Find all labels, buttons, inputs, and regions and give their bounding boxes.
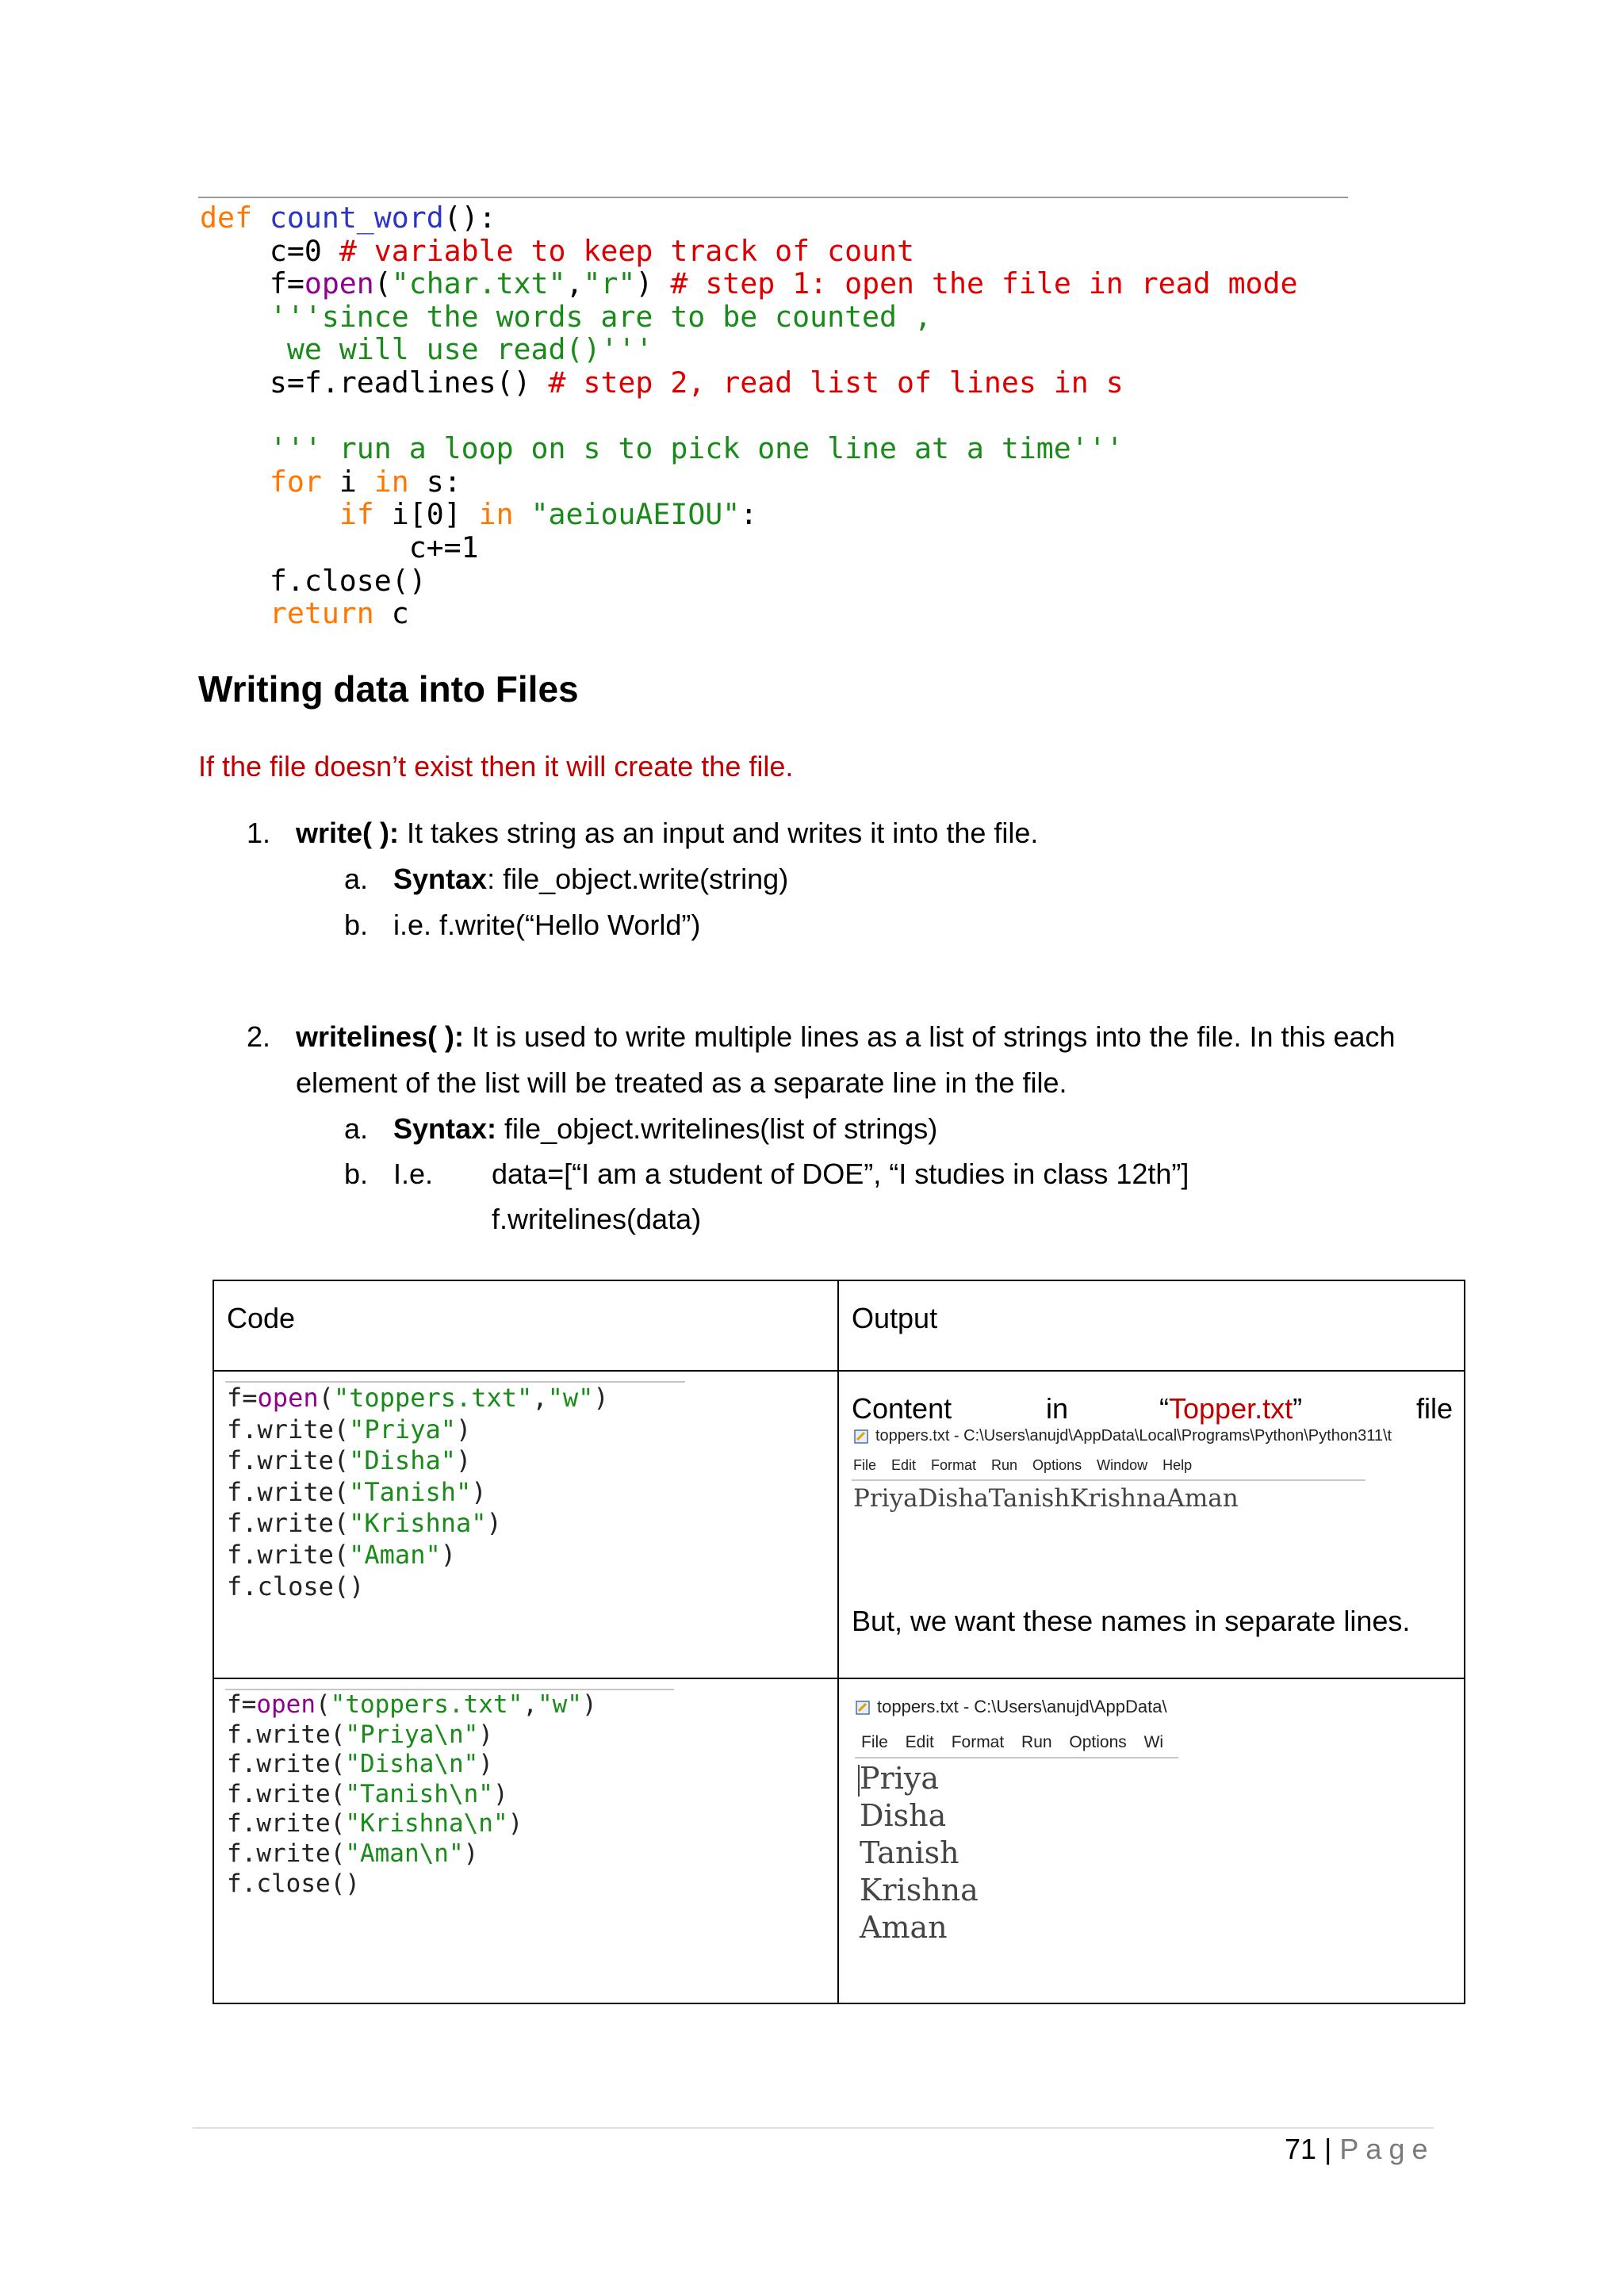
example-label: I.e.: [393, 1158, 434, 1190]
example-line: i.e. f.write(“Hello World”): [393, 909, 701, 941]
code-line: f=open("char.txt","r") # step 1: open the file in read mode: [269, 266, 1298, 301]
footer-rule: [193, 2127, 1434, 2129]
code-line: return c: [269, 596, 409, 631]
row2-file-content: Priya Disha Tanish Krishna Aman: [860, 1761, 979, 1945]
sublist-letter: b.: [344, 909, 369, 941]
code-line: '''since the words are to be counted ,: [269, 299, 932, 334]
header-code: Code: [227, 1302, 296, 1334]
table-divider: [214, 1678, 1464, 1679]
page-label: Page: [1339, 2133, 1435, 2165]
list-item-write: write( ): It takes string as an input and writes it into the file.: [296, 817, 1039, 849]
sublist-letter: a.: [344, 863, 369, 895]
window-menu-bar: File Edit Format Run Options Wi: [861, 1733, 1164, 1751]
term-writelines: writelines( ):: [296, 1020, 465, 1053]
python-file-icon: [855, 1700, 871, 1716]
section-heading: Writing data into Files: [198, 668, 579, 710]
code-line: s=f.readlines() # step 2, read list of lines in s: [269, 365, 1124, 400]
code-line: for i in s:: [269, 464, 462, 499]
page-number: 71: [1285, 2133, 1317, 2165]
code-line: c=0 # variable to keep track of count: [269, 233, 914, 268]
code-line: c+=1: [408, 530, 479, 564]
file-name: Topper.txt: [1169, 1392, 1293, 1425]
window-title-bar: toppers.txt - C:\Users\anujd\AppData\Local\Programs\Python\Python311\t: [853, 1427, 1392, 1445]
code-line: f.close(): [269, 563, 427, 598]
page-footer: 71 | Page: [1285, 2133, 1435, 2165]
row1-code: f=open("toppers.txt","w") f.write("Priya") f.write("Disha") f.write("Tanish") f.write("Krishna") f.write("Aman") f.close(): [227, 1383, 609, 1601]
syntax-line: Syntax: file_object.writelines(list of strings): [393, 1112, 938, 1145]
code-output-table: [213, 1280, 1465, 2004]
example-line: f.writelines(data): [492, 1203, 702, 1235]
code-line: def count_word():: [200, 201, 496, 235]
window-menu-bar: File Edit Format Run Options Window Help: [853, 1457, 1193, 1473]
table-divider: [837, 1281, 839, 2003]
code-line: if i[0] in "aeiouAEIOU":: [339, 497, 758, 532]
list-item-writelines: writelines( ): It is used to write multiple lines as a list of strings into the file. In this each: [296, 1020, 1396, 1053]
count-word-code-block: [200, 201, 1297, 630]
term-write: write( ):: [296, 817, 399, 849]
code-separator-rule: [198, 197, 1348, 198]
row1-output-line: Content in “Topper.txt” file: [852, 1392, 1453, 1425]
row1-file-content: PriyaDishaTanishKrishnaAman: [853, 1484, 1239, 1513]
sublist-letter: b.: [344, 1158, 369, 1190]
code-line: ''' run a loop on s to pick one line at a time''': [269, 431, 1124, 466]
code-line: we will use read()''': [269, 332, 653, 367]
menu-rule: [855, 1757, 1178, 1758]
python-file-icon: [853, 1429, 869, 1445]
menu-rule: [852, 1479, 1365, 1481]
example-line: data=[“I am a student of DOE”, “I studies in class 12th”]: [492, 1158, 1189, 1190]
header-output: Output: [852, 1302, 938, 1334]
sublist-letter: a.: [344, 1112, 369, 1145]
syntax-line: Syntax: file_object.write(string): [393, 863, 789, 895]
list-number: 2.: [247, 1020, 271, 1053]
list-item-writelines-cont: element of the list will be treated as a separate line in the file.: [296, 1066, 1067, 1099]
list-number: 1.: [247, 817, 271, 849]
window-title-bar: toppers.txt - C:\Users\anujd\AppData\: [855, 1697, 1167, 1717]
row1-note: But, we want these names in separate lines.: [852, 1605, 1411, 1637]
table-divider: [214, 1370, 1464, 1372]
note-text: If the file doesn’t exist then it will create the file.: [198, 750, 794, 783]
row2-code: f=open("toppers.txt","w") f.write("Priya\n") f.write("Disha\n") f.write("Tanish\n") f.write("Krishna\n") f.write("Aman\n") f.close(): [227, 1690, 597, 1898]
